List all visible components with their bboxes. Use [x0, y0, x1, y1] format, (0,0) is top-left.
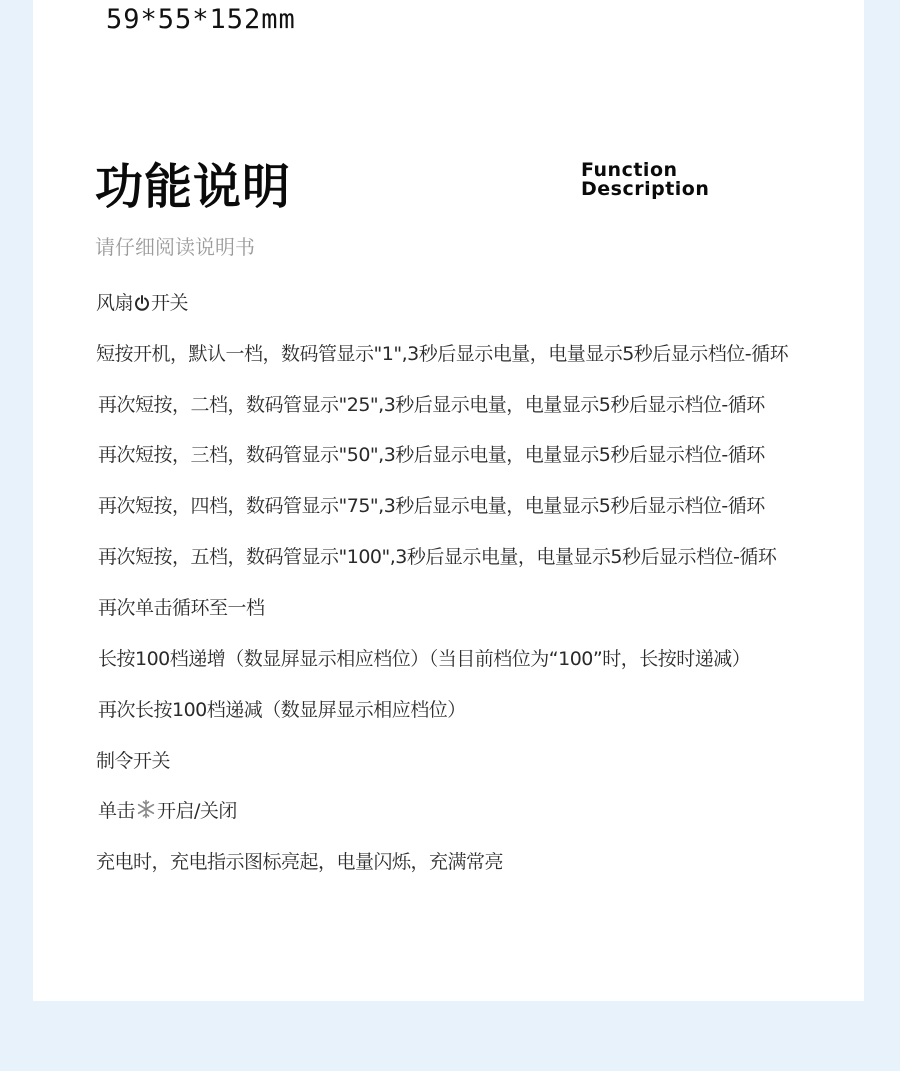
section-title-en-line2: Description [581, 178, 710, 200]
cooling-switch-heading: 制令开关 [96, 750, 171, 772]
fan-label-after: 开关 [151, 292, 189, 314]
instruction-line-8: 再次长按100档递减（数显屏显示相应档位） [98, 699, 466, 721]
instruction-line-4: 再次短按，四档，数码管显示"75",3秒后显示电量，电量显示5秒后显示档位-循环 [98, 495, 765, 517]
instruction-line-1: 短按开机，默认一档，数码管显示"1",3秒后显示电量，电量显示5秒后显示档位-循环 [96, 343, 789, 365]
cool-label-after: 开启/关闭 [157, 800, 237, 822]
power-icon [134, 292, 150, 318]
instruction-line-7: 长按100档递增（数显屏显示相应档位）（当目前档位为“100”时，长按时递减） [98, 648, 751, 670]
section-title-cn: 功能说明 [95, 159, 292, 215]
instruction-line-3: 再次短按，三档，数码管显示"50",3秒后显示电量，电量显示5秒后显示档位-循环 [98, 444, 765, 466]
cool-label-before: 单击 [98, 800, 136, 822]
charging-info: 充电时，充电指示图标亮起，电量闪烁，充满常亮 [96, 851, 504, 873]
section-title-en-line1: Function [581, 159, 678, 181]
section-subtitle: 请仔细阅读说明书 [95, 235, 255, 259]
instruction-line-2: 再次短按，二档，数码管显示"25",3秒后显示电量，电量显示5秒后显示档位-循环 [98, 394, 765, 416]
fan-switch-heading [96, 290, 188, 318]
instruction-line-6: 再次单击循环至一档 [98, 597, 265, 619]
cooling-toggle-line [98, 798, 237, 826]
fan-label-before: 风扇 [96, 292, 134, 314]
section-title-en [581, 161, 709, 199]
product-dimensions: 59*55*152mm [106, 4, 296, 35]
instruction-line-5: 再次短按，五档，数码管显示"100",3秒后显示电量，电量显示5秒后显示档位-循环 [98, 546, 777, 568]
snowflake-icon [136, 799, 156, 826]
